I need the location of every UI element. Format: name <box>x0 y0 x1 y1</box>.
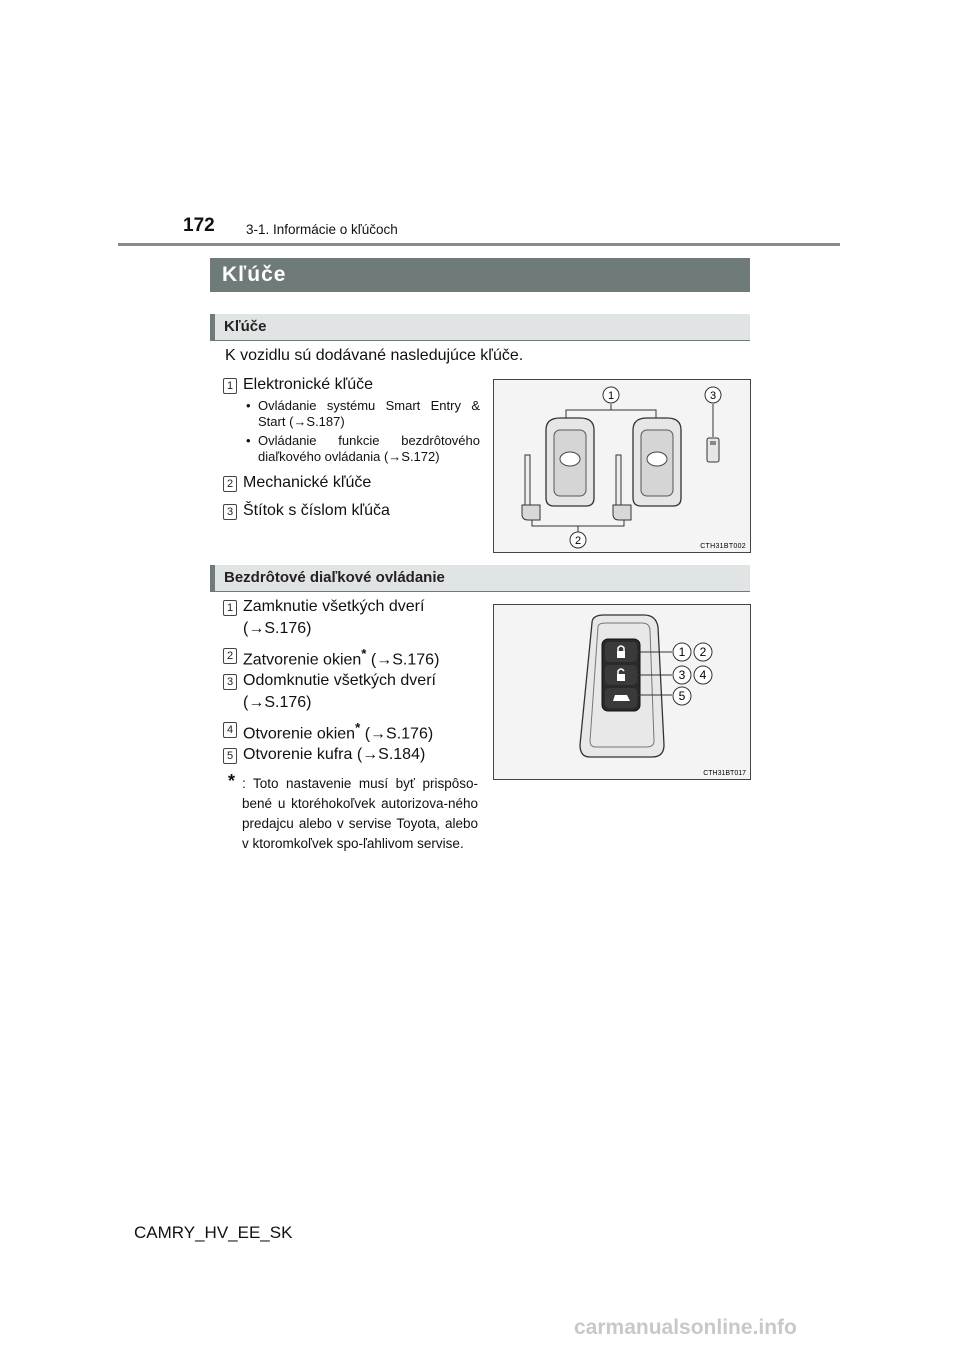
page-title: Kľúče <box>222 263 287 286</box>
item-electronic-keys: Elektronické kľúče <box>243 376 374 393</box>
svg-text:5: 5 <box>678 689 686 703</box>
remote-illustration <box>493 604 751 780</box>
item-number: 2 <box>223 648 237 664</box>
callout-2 <box>570 532 586 548</box>
item-number: 3 <box>223 504 237 520</box>
item-number: 3 <box>223 674 237 690</box>
footer-model-code: CAMRY_HV_EE_SK <box>134 1223 293 1242</box>
item-number: 1 <box>223 600 237 616</box>
callout-1 <box>673 643 691 661</box>
section-heading-text: Kľúče <box>224 318 267 335</box>
trunk-button <box>605 688 637 708</box>
figure-code: CTH31BT002 <box>700 543 746 550</box>
callout-1 <box>603 387 619 403</box>
item-number: 4 <box>223 722 237 738</box>
svg-text:3: 3 <box>678 668 686 682</box>
keys-illustration <box>493 379 751 553</box>
item-ref: (→S.176) <box>243 620 312 637</box>
svg-text:2: 2 <box>574 535 582 547</box>
section-heading-text: Bezdrôtové diaľkové ovládanie <box>224 569 445 586</box>
item-ref: (→S.176) <box>243 694 312 711</box>
smart-key-left <box>546 418 594 506</box>
footer-watermark: carmanualsonline.info <box>574 1316 797 1339</box>
svg-text:2: 2 <box>699 645 707 659</box>
figure-code: CTH31BT017 <box>703 770 746 777</box>
section-heading-keys <box>210 314 750 341</box>
sub-bullet-text: Ovládanie systému Smart Entry & Start (→S.187) <box>258 398 480 429</box>
callout-3 <box>705 387 721 403</box>
item-open-windows: Otvorenie okien* (→S.176) <box>243 720 434 743</box>
item-number: 2 <box>223 476 237 492</box>
footnote-text: : Toto nastavenie musí byť prispôso-bené u ktoréhokoľvek autorizova-ného predajcu alebo v servise Toyota, alebo v ktoromkoľvek spo-ľahlivom servise. <box>242 776 478 851</box>
svg-text:3: 3 <box>709 390 717 402</box>
item-lock-doors: Zamknutie všetkých dverí <box>243 598 425 615</box>
sub-bullet: • Ovládanie funkcie bezdrôtového diaľkového ovládania (→S.172) <box>246 433 480 464</box>
svg-text:1: 1 <box>607 390 615 402</box>
sub-bullet-text: Ovládanie funkcie bezdrôtového diaľkového ovládania (→S.172) <box>258 433 480 464</box>
item-unlock-doors: Odomknutie všetkých dverí <box>243 672 436 689</box>
item-key-number-plate: Štítok s číslom kľúča <box>243 502 390 519</box>
svg-text:4: 4 <box>699 668 707 682</box>
chapter-title: 3-1. Informácie o kľúčoch <box>246 222 398 237</box>
item-number: 5 <box>223 748 237 764</box>
page-number: 172 <box>183 215 215 236</box>
item-number: 1 <box>223 378 237 394</box>
footnote: * : Toto nastavenie musí byť prispôso-bené u ktoréhokoľvek autorizova-ného predajcu alebo v servise Toyota, alebo v ktoromkoľvek spo-ľahlivom servise. <box>228 774 478 854</box>
lock-button <box>605 642 637 662</box>
unlock-button <box>605 665 637 685</box>
header-rule <box>118 243 840 246</box>
callout-3 <box>673 666 691 684</box>
section-heading-remote <box>210 565 750 592</box>
sub-bullet: • Ovládanie systému Smart Entry & Start (→S.187) <box>246 398 480 429</box>
item-open-trunk: Otvorenie kufra (→S.184) <box>243 746 426 763</box>
page-title-bar <box>210 258 750 292</box>
item-mechanical-keys: Mechanické kľúče <box>243 474 372 491</box>
key-number-plate <box>707 438 719 462</box>
callout-5 <box>673 687 691 705</box>
callout-4 <box>694 666 712 684</box>
callout-2 <box>694 643 712 661</box>
smart-key-right <box>633 418 681 506</box>
svg-text:1: 1 <box>678 645 686 659</box>
intro-text: K vozidlu sú dodávané nasledujúce kľúče. <box>225 347 524 364</box>
item-close-windows: Zatvorenie okien* (→S.176) <box>243 646 440 669</box>
